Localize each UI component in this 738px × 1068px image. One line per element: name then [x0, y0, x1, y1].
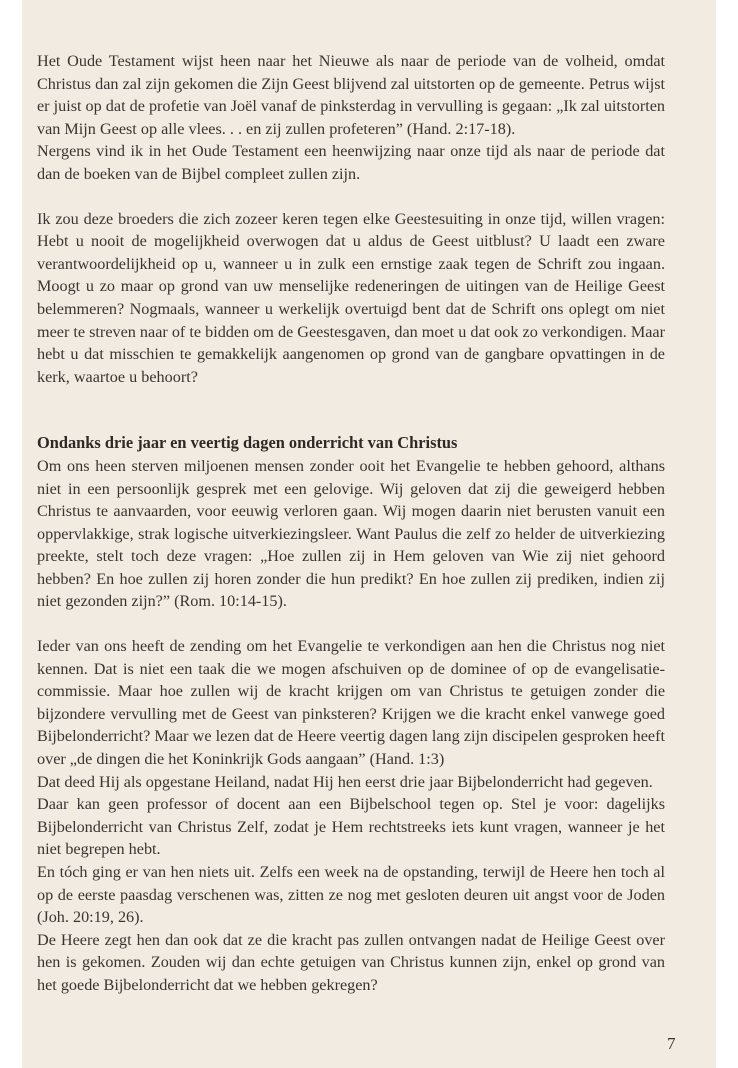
book-page — [22, 0, 716, 1068]
paragraph: Daar kan geen professor of docent aan een Bijbelschool tegen op. Stel je voor: dagelijks Bijbelonderricht van Christus Zelf, zodat je Hem rechtstreeks iets kunt vragen, wanneer je het niet begrepen hebt. — [37, 795, 665, 859]
paragraph: Nergens vind ik in het Oude Testament een heenwijzing naar onze tijd als naar de periode dat dan de boeken van de Bijbel compleet zullen zijn. — [37, 142, 665, 183]
paragraph: Het Oude Testament wijst heen naar het Nieuwe als naar de periode van de volheid, omdat Christus dan zal zijn gekomen die Zijn Geest blijvend zal uitstorten op de gemeente. Petrus wijst er juist op dat de profetie van Joël vanaf de pinksterdag in vervulling is gegaan: „Ik zal uitstorten van Mijn Geest op alle vlees. . . en zij zullen profeteren” (Hand. 2:17-18). — [37, 52, 665, 138]
paragraph: Ik zou deze broeders die zich zozeer keren tegen elke Geestesuiting in onze tijd, willen vragen: Hebt u nooit de mogelijkheid overwogen dat u aldus de Geest uitblust? U laadt een zware verantwoordelijkheid op u, wanneer u in zulk een ernstige zaak tegen de Schrift zou ingaan. Moogt u zo maar op grond van uw menselijke redeneringen de uitingen van de Heilige Geest belemmeren? Nogmaals, wanneer u werkelijk overtuigd bent dat de Schrift ons oplegt om niet meer te streven naar of te bidden om de Geestesgaven, dan moet u dat ook zo verkondigen. Maar hebt u dat misschien te gemakkelijk aangenomen op grond van de gangbare opvattingen in de kerk, waartoe u behoort? — [37, 209, 665, 386]
paragraph: Dat deed Hij als opgestane Heiland, nadat Hij hen eerst drie jaar Bijbelonderricht had gegeven. — [37, 772, 653, 791]
page-body — [37, 50, 665, 997]
page-number: 7 — [667, 1034, 676, 1053]
paragraph: De Heere zegt hen dan ook dat ze die kracht pas zullen ontvangen nadat de Heilige Geest over hen is gekomen. Zouden wij dan echte getuigen van Christus kunnen zijn, enkel op grond van het goede Bijbelonderricht dat we hebben gekregen? — [37, 930, 665, 994]
paragraph: Om ons heen sterven miljoenen mensen zonder ooit het Evangelie te hebben gehoord, althans niet in een persoonlijk gesprek met een gelovige. Wij geloven dat zij die geweigerd hebben Christus te aanvaarden, voor eeuwig verloren gaan. Wij mogen daarin niet berusten vanuit een oppervlakkige, strak logische uitverkiezingsleer. Want Paulus die zelf zo helder de uitverkiezing preekte, stelt toch deze vragen: „Hoe zullen zij in Hem geloven van Wie zij niet gehoord hebben? En hoe zullen zij horen zonder die hun predikt? En hoe zullen zij prediken, indien zij niet gezonden zijn?” (Rom. 10:14-15). — [37, 456, 665, 611]
section-heading: Ondanks drie jaar en veertig dagen onderricht van Christus — [37, 433, 458, 453]
paragraph: En tóch ging er van hen niets uit. Zelfs een week na de opstanding, terwijl de Heere hen toch al op de eerste paasdag verschenen was, zitten ze nog met gesloten deuren uit angst voor de Joden (Joh. 20:19, 26). — [37, 863, 665, 927]
paragraph: Ieder van ons heeft de zending om het Evangelie te verkondigen aan hen die Christus nog niet kennen. Dat is niet een taak die we mogen afschuiven op de dominee of op de evangelisatie-commissie. Maar hoe zullen wij de kracht krijgen om van Christus te getuigen zonder die bijzondere vervulling met de Geest van pinksteren? Krijgen we die kracht enkel vanwege goed Bijbelonderricht? Maar we lezen dat de Heere veertig dagen lang zijn discipelen gesproken heeft over „de dingen die het Koninkrijk Gods aangaan” (Hand. 1:3) — [37, 637, 665, 769]
